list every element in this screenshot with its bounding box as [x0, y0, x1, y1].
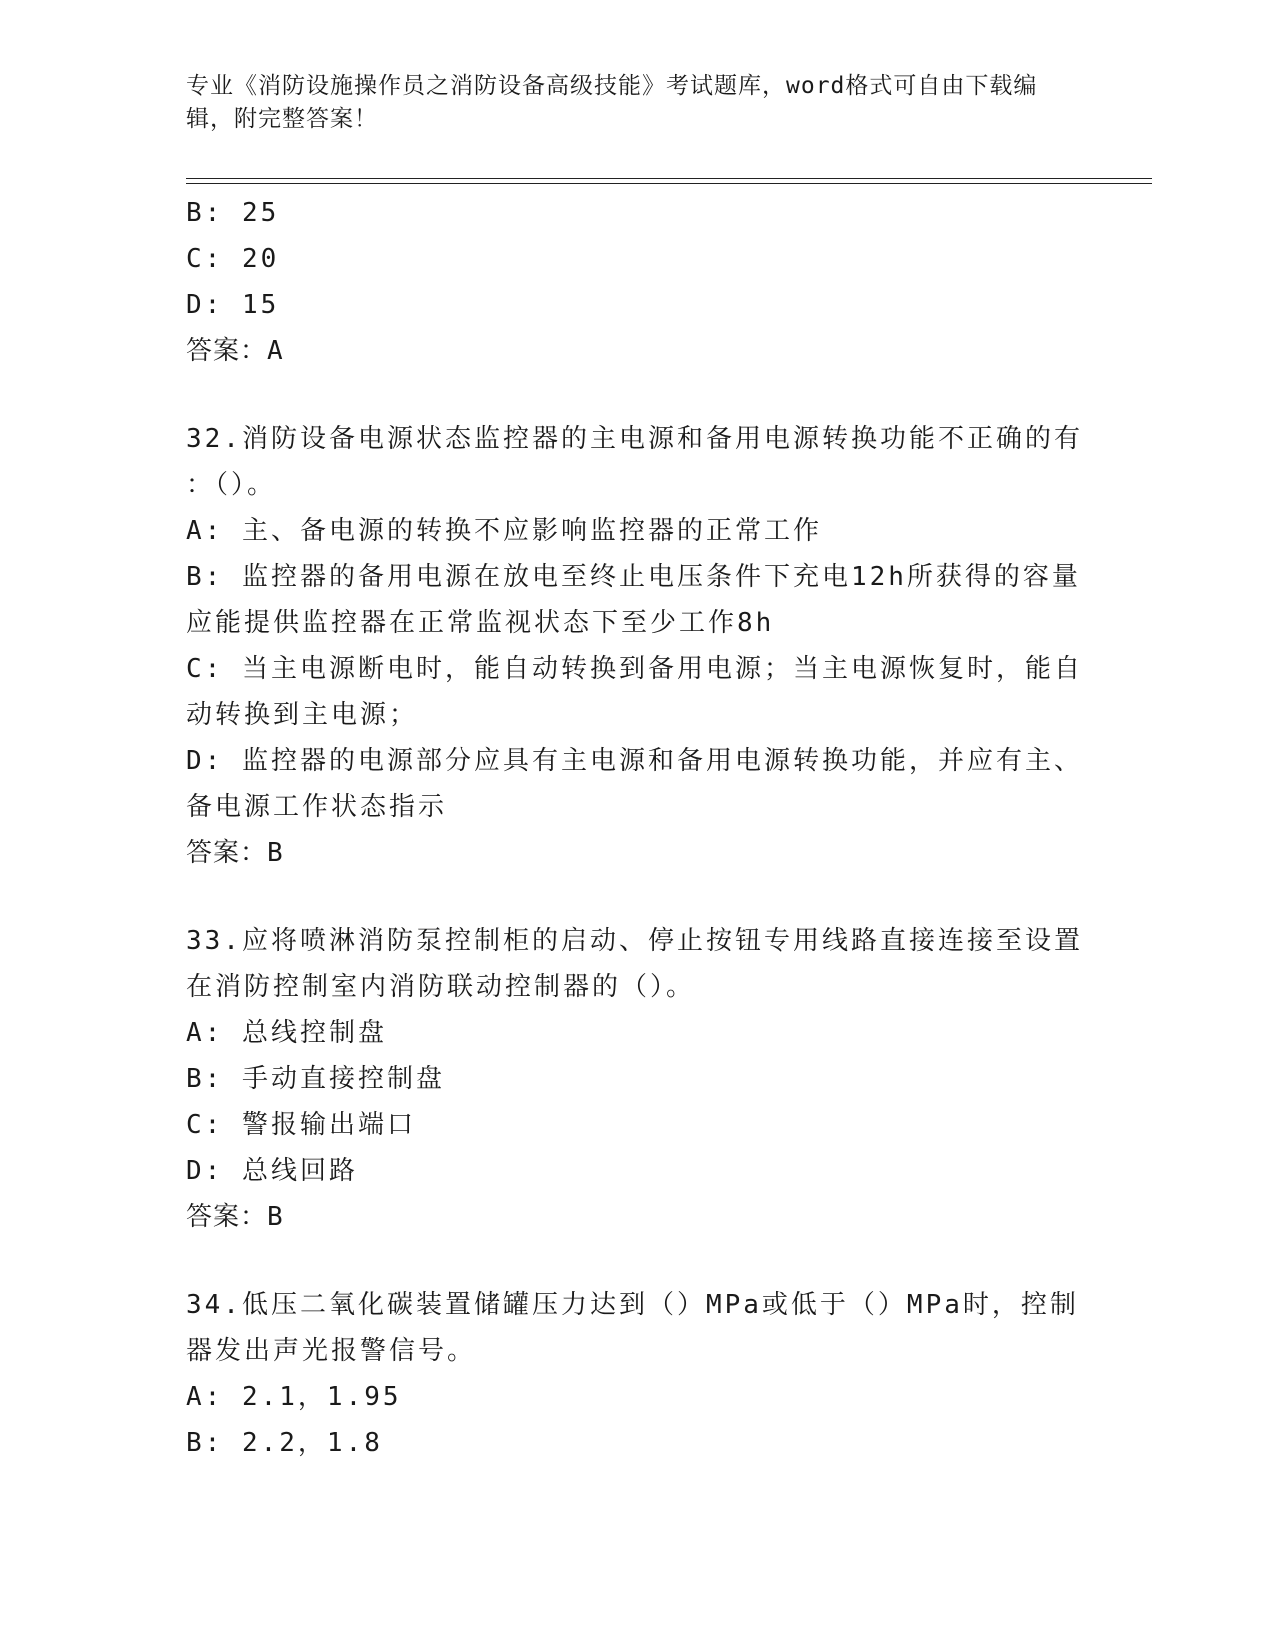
answer-value: A	[267, 336, 284, 366]
option-d: D: 15	[186, 290, 280, 320]
question-31-tail	[186, 190, 1076, 374]
answer-line	[186, 830, 1076, 876]
header-line-1: 专业《消防设施操作员之消防设备高级技能》考试题库，word格式可自由下载编	[186, 73, 1038, 99]
question-stem-line-2: 在消防控制室内消防联动控制器的（）。	[186, 972, 696, 1002]
option-b: B: 2.2，1.8	[186, 1428, 383, 1458]
question-33	[186, 918, 1083, 1240]
option-b: B: 手动直接控制盘	[186, 1064, 445, 1094]
header-divider-top	[186, 178, 1152, 179]
question-32	[186, 416, 1083, 876]
option-d: D: 总线回路	[186, 1156, 358, 1186]
question-content	[186, 190, 1083, 1466]
header-divider-bottom	[186, 183, 1152, 184]
option-c-continuation: 动转换到主电源；	[186, 700, 419, 730]
answer-label: 答案：	[186, 1202, 268, 1232]
answer-label: 答案：	[186, 336, 268, 366]
answer-line	[186, 328, 1076, 374]
question-stem-line-1: 33.应将喷淋消防泵控制柜的启动、停止按钮专用线路直接连接至设置	[186, 926, 1083, 956]
option-b: B: 监控器的备用电源在放电至终止电压条件下充电12h所获得的容量	[186, 562, 1081, 592]
question-stem-line-1: 32.消防设备电源状态监控器的主电源和备用电源转换功能不正确的有	[186, 424, 1083, 454]
option-d-continuation: 备电源工作状态指示	[186, 792, 448, 822]
answer-line	[186, 1194, 1076, 1240]
question-stem-line-1: 34.低压二氧化碳装置储罐压力达到（）MPa或低于（）MPa时，控制	[186, 1290, 1079, 1320]
header-line-2: 辑，附完整答案！	[186, 106, 378, 132]
option-c: C: 警报输出端口	[186, 1110, 416, 1140]
answer-value: B	[267, 1202, 284, 1232]
question-stem-line-2: 器发出声光报警信号。	[186, 1336, 477, 1366]
document-header	[186, 70, 1066, 136]
option-d: D: 监控器的电源部分应具有主电源和备用电源转换功能，并应有主、	[186, 746, 1083, 776]
option-a: A: 2.1，1.95	[186, 1382, 402, 1412]
question-34	[186, 1282, 1079, 1466]
answer-label: 答案：	[186, 838, 268, 868]
option-a: A: 总线控制盘	[186, 1018, 387, 1048]
answer-value: B	[267, 838, 284, 868]
option-b: B: 25	[186, 198, 280, 228]
option-c: C: 20	[186, 244, 280, 274]
option-c: C: 当主电源断电时，能自动转换到备用电源；当主电源恢复时，能自	[186, 654, 1083, 684]
option-a: A: 主、备电源的转换不应影响监控器的正常工作	[186, 516, 822, 546]
option-b-continuation: 应能提供监控器在正常监视状态下至少工作8h	[186, 608, 775, 638]
question-stem-line-2: ：（）。	[186, 470, 277, 500]
